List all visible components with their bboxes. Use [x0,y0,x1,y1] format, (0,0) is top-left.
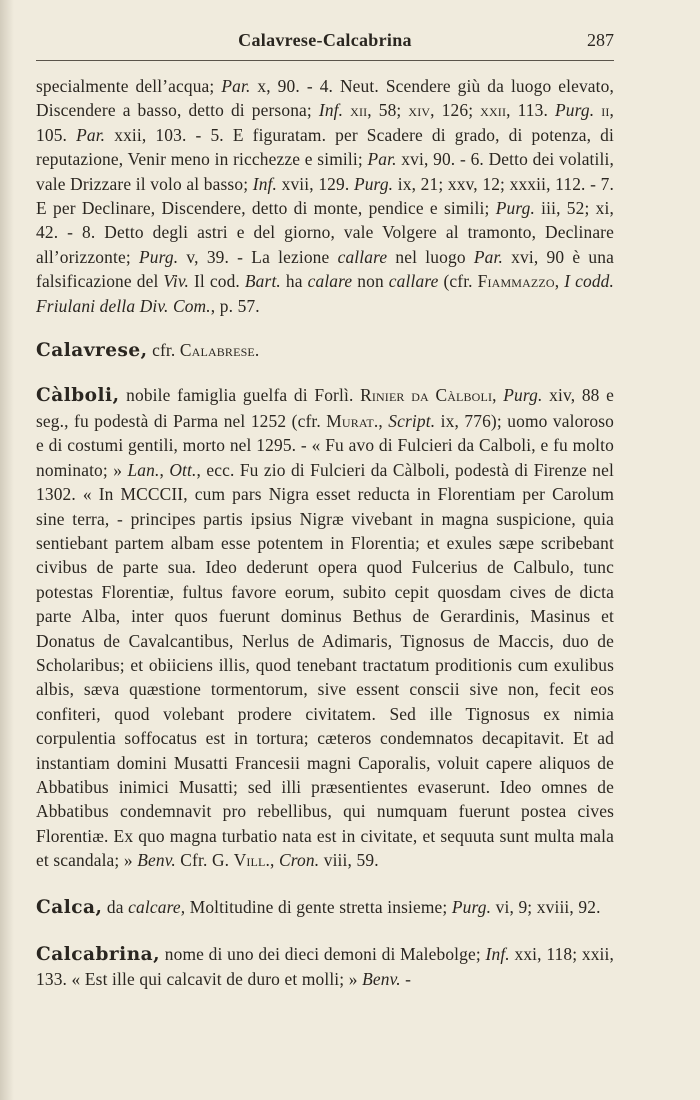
entry-calavrese: Calavrese, cfr. Calabrese. [36,340,260,362]
headword: Càlboli, [36,385,120,407]
page-number: 287 [587,30,614,50]
headword: Calcabrina, [36,944,161,965]
header-rule [36,60,614,61]
running-title: Calavrese-Calcabrina [238,30,412,50]
entry-calca: Calca, da calcare, Moltitudine di gente stretta insieme; Purg. vi, 9; xviii, 92. [36,896,601,918]
entry-continuation: specialmente dell’acqua; Par. x, 90. - 4. Neut. Scendere giù da luogo elevato, Discendere a basso, detto di persona; Inf. xii, 58; xiv, 126; xxii, 113. Purg. ii, 105. Par. xxii, 103. - 5. E figuratam. per Scadere di grado, di potenza, di reputazione, Venir meno in ricchezze e simili; Par. xvi, 90. - 6. Detto dei volatili, vale Drizzare il volo al basso; Inf. xvii, 129. Purg. ix, 21; xxv, 12; xxxii, 112. - 7. E per Declinare, Discendere, detto di monte, pendice e simili; Purg. iii, 52; xi, 42. - 8. Detto degli astri e del giorno, vale Volgere al tramonto, Declinare all’orizzonte; Purg. v, 39. - La lezione callare nel luogo Par. xvi, 90 è una falsificazione del Viv. Il cod. Bart. ha calare non callare (cfr. Fiammazzo, I codd. Friulani della Div. Com., p. 57. [36,76,615,316]
headword: Calavrese, [36,340,148,362]
binding-shadow [0,0,14,1100]
dictionary-text [36,74,614,992]
entry-calboli: Càlboli, nobile famiglia guelfa di Forlì. Rinier da Càlboli, Purg. xiv, 88 e seg., fu podestà di Parma nel 1252 (cfr. Murat., Script. ix, 776); uomo valoroso e di costumi gentili, morto nel 1295. - « Fu avo di Fulcieri da Calboli, e fu molto nominato; » Lan., Ott., ecc. Fu zio di Fulcieri da Càlboli, podestà di Firenze nel 1302. « In MCCCII, cum pars Nigra esset reducta in Florentiam per Carolum sine terra, - principes partis ipsius Nigræ vivebant in magna suspicione, quia sentiebant partem albam esse potentem in Florentia; et exules sæpe scribebant civibus de parte sua. Ideo dederunt opera quod Fulcerius de Calbulo, tunc potestas Florentiæ, fultus favore eorum, subito cepit quosdam cives de dicta parte Alba, inter quos fuerunt dominus Bethus de Gerardinis, Masinus et Donatus de Cavalcantibus, Nerlus de Adimaris, Tignosus de Maccis, duo de Scholaribus; et obiiciens illis, quod tenebant tractatum proditionis cum exulibus albis, sæva quæstione tormentorum, sive essent conscii sive non, fecit eos confiteri, quod volebant prodere civitatem. Sed ille Tignosus ex nimia corpulentia soffocatus est in tortura; cæteros condemnatos decapitavit. Et ad instantiam domini Musatti Francesii magni Caporalis, voluit capere aliquos de Abbatibus inimici Musatti; sed illi præsentientes evaserunt. Ideo omnes de Abbatibus condemnavit pro rebellibus, qui numquam fuerunt postea cives Florentiæ. Ex quo magna turbatio nata est in civitate, et sequuta sunt multa mala et scandala; » Benv. Cfr. G. Vill., Cron. viii, 59. [36,385,615,871]
headword: Calca, [36,896,103,918]
entry-calcabrina: Calcabrina, nome di uno dei dieci demoni di Malebolge; Inf. xxi, 118; xxii, 133. « Est ille qui calcavit de duro et molli; » Benv. - [36,944,615,990]
running-head [36,30,614,54]
